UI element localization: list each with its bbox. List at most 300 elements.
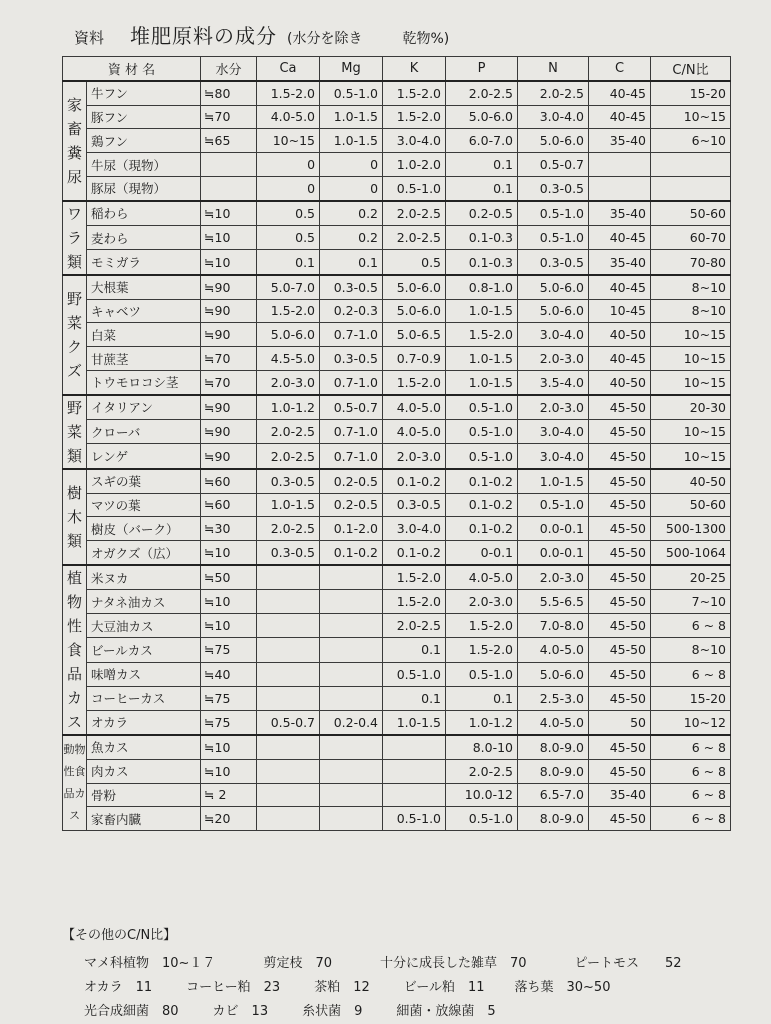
cell-k: 0.1	[383, 686, 446, 710]
table-header-row	[63, 57, 731, 81]
cell-material-name: ビールカス	[87, 638, 201, 662]
col-header-ca: Ca	[257, 57, 320, 81]
cell-water: ≒30	[201, 517, 257, 541]
cell-water	[201, 153, 257, 177]
table-row	[63, 614, 731, 638]
cell-p: 1.0-1.2	[446, 710, 518, 735]
cell-material-name: トウモロコシ茎	[87, 370, 201, 394]
cell-ca: 0.5	[257, 226, 320, 250]
other-cn-item: 剪定枝 70	[263, 955, 332, 971]
cell-material-name: レンゲ	[87, 444, 201, 469]
cell-material-name: 家畜内臓	[87, 807, 201, 831]
table-row	[63, 469, 731, 493]
cell-ca: 4.0-5.0	[257, 105, 320, 129]
cell-material-name: オカラ	[87, 710, 201, 735]
table-row	[63, 176, 731, 200]
cell-k	[383, 735, 446, 759]
cell-mg	[320, 807, 383, 831]
cell-p: 0.5-1.0	[446, 420, 518, 444]
cell-c: 40-45	[589, 105, 651, 129]
other-cn-item: ビール粕 11	[403, 979, 485, 995]
cell-n: 3.5-4.0	[518, 370, 589, 394]
cell-mg: 0.5-0.7	[320, 395, 383, 420]
table-row	[63, 444, 731, 469]
col-header-name: 資 材 名	[63, 57, 201, 81]
cell-c: 50	[589, 710, 651, 735]
cell-n: 0.3-0.5	[518, 250, 589, 275]
cell-cn-ratio: 10~15	[651, 370, 731, 394]
cell-mg: 1.0-1.5	[320, 105, 383, 129]
cell-material-name: 白菜	[87, 323, 201, 347]
cell-k: 2.0-3.0	[383, 444, 446, 469]
cell-cn-ratio: 8~10	[651, 275, 731, 299]
cell-water: ≒50	[201, 565, 257, 590]
cell-n: 0.5-0.7	[518, 153, 589, 177]
cell-n: 0.0-0.1	[518, 541, 589, 565]
cell-water: ≒40	[201, 662, 257, 686]
cell-ca: 1.5-2.0	[257, 299, 320, 323]
cell-ca: 2.0-3.0	[257, 370, 320, 394]
cell-ca	[257, 759, 320, 783]
cell-cn-ratio: 7~10	[651, 590, 731, 614]
cell-material-name: キャベツ	[87, 299, 201, 323]
cell-material-name: 稲わら	[87, 201, 201, 226]
other-cn-item: 茶粕 12	[314, 979, 370, 995]
cell-k: 0.1-0.2	[383, 469, 446, 493]
col-header-cn-ratio: C/N比	[651, 57, 731, 81]
table-row	[63, 250, 731, 275]
cell-material-name: 魚カス	[87, 735, 201, 759]
cell-k: 0.3-0.5	[383, 493, 446, 517]
cell-p: 0.1-0.2	[446, 517, 518, 541]
cell-n: 2.0-3.0	[518, 395, 589, 420]
cell-p: 0.8-1.0	[446, 275, 518, 299]
table-row	[63, 783, 731, 807]
table-row	[63, 105, 731, 129]
cell-n: 0.5-1.0	[518, 493, 589, 517]
table-row	[63, 275, 731, 299]
cell-c: 45-50	[589, 541, 651, 565]
cell-material-name: 肉カス	[87, 759, 201, 783]
cell-k: 5.0-6.0	[383, 275, 446, 299]
table-row	[63, 565, 731, 590]
cell-material-name: 豚フン	[87, 105, 201, 129]
cell-mg: 0.5-1.0	[320, 81, 383, 105]
cell-p: 4.0-5.0	[446, 565, 518, 590]
cell-k: 1.5-2.0	[383, 81, 446, 105]
cell-water: ≒65	[201, 129, 257, 153]
cell-cn-ratio: 60-70	[651, 226, 731, 250]
cell-ca: 0.3-0.5	[257, 469, 320, 493]
table-row	[63, 299, 731, 323]
cell-ca: 0	[257, 153, 320, 177]
cell-n: 3.0-4.0	[518, 323, 589, 347]
group-label: 動物性食品カス	[63, 735, 87, 831]
cell-c: 45-50	[589, 735, 651, 759]
cell-mg: 0.7-1.0	[320, 444, 383, 469]
cell-material-name: 鶏フン	[87, 129, 201, 153]
cell-water: ≒90	[201, 444, 257, 469]
cell-cn-ratio: 15-20	[651, 81, 731, 105]
other-cn-row	[62, 949, 742, 973]
cell-ca: 4.5-5.0	[257, 347, 320, 371]
cell-ca	[257, 686, 320, 710]
cell-cn-ratio: 40-50	[651, 469, 731, 493]
cell-p: 0.1-0.3	[446, 226, 518, 250]
cell-water: ≒90	[201, 395, 257, 420]
cell-p: 0.1-0.3	[446, 250, 518, 275]
cell-ca: 2.0-2.5	[257, 420, 320, 444]
cell-c: 45-50	[589, 469, 651, 493]
cell-water: ≒10	[201, 250, 257, 275]
cell-n: 0.5-1.0	[518, 226, 589, 250]
cell-cn-ratio: 6 ~ 8	[651, 783, 731, 807]
cell-ca: 1.0-1.2	[257, 395, 320, 420]
cell-material-name: 大根葉	[87, 275, 201, 299]
cell-cn-ratio: 6~10	[651, 129, 731, 153]
table-body	[63, 81, 731, 831]
other-cn-item: カビ 13	[212, 1003, 269, 1019]
other-cn-list	[62, 949, 742, 1021]
cell-cn-ratio: 6 ~ 8	[651, 735, 731, 759]
cell-mg	[320, 638, 383, 662]
other-cn-item: 細菌・放線菌 5	[396, 1003, 496, 1019]
header-label: 資料	[74, 29, 105, 47]
cell-p: 5.0-6.0	[446, 105, 518, 129]
cell-mg	[320, 662, 383, 686]
cell-ca: 0.1	[257, 250, 320, 275]
table-row	[63, 420, 731, 444]
table-row	[63, 201, 731, 226]
cell-mg	[320, 614, 383, 638]
cell-k: 0.5-1.0	[383, 176, 446, 200]
cell-c: 10-45	[589, 299, 651, 323]
cell-c: 45-50	[589, 565, 651, 590]
cell-c: 40-50	[589, 323, 651, 347]
col-header-c: C	[589, 57, 651, 81]
cell-water: ≒90	[201, 275, 257, 299]
cell-mg: 0.7-1.0	[320, 370, 383, 394]
cell-material-name: マツの葉	[87, 493, 201, 517]
compost-composition-table	[62, 56, 731, 831]
cell-p: 8.0-10	[446, 735, 518, 759]
cell-k: 2.0-2.5	[383, 614, 446, 638]
cell-material-name: 牛フン	[87, 81, 201, 105]
group-label: 植物性食品カス	[63, 565, 87, 735]
cell-c: 35-40	[589, 250, 651, 275]
other-cn-item: 十分に成長した雑草 70	[379, 955, 527, 971]
table-row	[63, 517, 731, 541]
cell-material-name: 牛尿（現物）	[87, 153, 201, 177]
cell-p: 0.1-0.2	[446, 493, 518, 517]
cell-water: ≒70	[201, 105, 257, 129]
cell-p: 0.5-1.0	[446, 444, 518, 469]
cell-water: ≒70	[201, 370, 257, 394]
table-row	[63, 735, 731, 759]
cell-cn-ratio: 500-1300	[651, 517, 731, 541]
cell-c: 45-50	[589, 807, 651, 831]
cell-material-name: 豚尿（現物）	[87, 176, 201, 200]
cell-k: 1.5-2.0	[383, 565, 446, 590]
cell-cn-ratio: 10~12	[651, 710, 731, 735]
cell-mg: 0	[320, 153, 383, 177]
cell-ca	[257, 614, 320, 638]
cell-k: 1.5-2.0	[383, 590, 446, 614]
cell-n: 8.0-9.0	[518, 759, 589, 783]
table-row	[63, 370, 731, 394]
cell-n: 5.0-6.0	[518, 662, 589, 686]
cell-material-name: オガクズ（広）	[87, 541, 201, 565]
cell-mg: 0.7-1.0	[320, 323, 383, 347]
cell-cn-ratio: 6 ~ 8	[651, 807, 731, 831]
cell-c: 40-50	[589, 370, 651, 394]
group-label: 野菜類	[63, 395, 87, 469]
cell-p: 0.5-1.0	[446, 395, 518, 420]
cell-mg: 0.2-0.5	[320, 493, 383, 517]
cell-mg	[320, 686, 383, 710]
cell-cn-ratio: 50-60	[651, 201, 731, 226]
cell-cn-ratio: 6 ~ 8	[651, 759, 731, 783]
cell-n: 3.0-4.0	[518, 444, 589, 469]
cell-cn-ratio: 10~15	[651, 444, 731, 469]
cell-p: 0-0.1	[446, 541, 518, 565]
cell-cn-ratio	[651, 153, 731, 177]
cell-k: 0.5-1.0	[383, 662, 446, 686]
other-cn-item: マメ科植物 10~１７	[84, 955, 216, 971]
cell-c: 35-40	[589, 201, 651, 226]
cell-p: 1.0-1.5	[446, 347, 518, 371]
cell-material-name: 甘蔗茎	[87, 347, 201, 371]
col-header-water: 水分	[201, 57, 257, 81]
cell-c: 40-45	[589, 347, 651, 371]
cell-cn-ratio	[651, 176, 731, 200]
cell-k: 1.5-2.0	[383, 105, 446, 129]
cell-k: 4.0-5.0	[383, 395, 446, 420]
cell-cn-ratio: 500-1064	[651, 541, 731, 565]
cell-ca	[257, 638, 320, 662]
cell-mg: 0.2-0.4	[320, 710, 383, 735]
cell-mg: 0.7-1.0	[320, 420, 383, 444]
header-note: (水分を除き	[287, 31, 363, 47]
cell-mg: 0.1	[320, 250, 383, 275]
cell-water: ≒10	[201, 541, 257, 565]
cell-water: ≒10	[201, 201, 257, 226]
cell-ca: 0.3-0.5	[257, 541, 320, 565]
cell-ca	[257, 662, 320, 686]
cell-cn-ratio: 6 ~ 8	[651, 662, 731, 686]
cell-material-name: ナタネ油カス	[87, 590, 201, 614]
cell-water: ≒10	[201, 759, 257, 783]
cell-cn-ratio: 10~15	[651, 420, 731, 444]
cell-p: 1.5-2.0	[446, 638, 518, 662]
cell-n: 2.0-2.5	[518, 81, 589, 105]
cell-k	[383, 759, 446, 783]
cell-c: 35-40	[589, 783, 651, 807]
cell-c: 45-50	[589, 662, 651, 686]
cell-k: 5.0-6.0	[383, 299, 446, 323]
cell-k: 2.0-2.5	[383, 226, 446, 250]
group-label: 野菜クズ	[63, 275, 87, 395]
cell-c: 45-50	[589, 638, 651, 662]
document-header	[74, 20, 449, 54]
cell-n: 2.5-3.0	[518, 686, 589, 710]
col-header-n: N	[518, 57, 589, 81]
cell-water: ≒10	[201, 614, 257, 638]
cell-c: 40-45	[589, 275, 651, 299]
col-header-mg: Mg	[320, 57, 383, 81]
cell-water: ≒10	[201, 590, 257, 614]
cell-n: 5.0-6.0	[518, 129, 589, 153]
cell-water: ≒90	[201, 420, 257, 444]
cell-n: 5.5-6.5	[518, 590, 589, 614]
cell-water: ≒75	[201, 638, 257, 662]
cell-k: 5.0-6.5	[383, 323, 446, 347]
cell-mg: 0.1-2.0	[320, 517, 383, 541]
cell-n: 4.0-5.0	[518, 710, 589, 735]
cell-material-name: モミガラ	[87, 250, 201, 275]
cell-water	[201, 176, 257, 200]
cell-ca: 1.5-2.0	[257, 81, 320, 105]
cell-k	[383, 783, 446, 807]
cell-k: 0.1-0.2	[383, 541, 446, 565]
cell-cn-ratio: 10~15	[651, 323, 731, 347]
other-cn-ratios	[62, 924, 742, 1021]
cell-p: 0.5-1.0	[446, 807, 518, 831]
cell-cn-ratio: 10~15	[651, 347, 731, 371]
cell-c: 45-50	[589, 493, 651, 517]
col-header-p: P	[446, 57, 518, 81]
table-row	[63, 759, 731, 783]
cell-p: 0.1	[446, 686, 518, 710]
cell-ca	[257, 735, 320, 759]
cell-p: 2.0-2.5	[446, 759, 518, 783]
cell-n: 3.0-4.0	[518, 420, 589, 444]
cell-p: 0.2-0.5	[446, 201, 518, 226]
cell-ca	[257, 590, 320, 614]
cell-cn-ratio: 70-80	[651, 250, 731, 275]
cell-n: 0.0-0.1	[518, 517, 589, 541]
cell-material-name: 米ヌカ	[87, 565, 201, 590]
cell-c: 40-45	[589, 226, 651, 250]
group-label: 家畜糞尿	[63, 81, 87, 201]
table-row	[63, 226, 731, 250]
cell-k: 1.0-2.0	[383, 153, 446, 177]
cell-p: 0.1-0.2	[446, 469, 518, 493]
cell-material-name: コーヒーカス	[87, 686, 201, 710]
cell-c: 35-40	[589, 129, 651, 153]
cell-water: ≒70	[201, 347, 257, 371]
cell-material-name: 骨粉	[87, 783, 201, 807]
cell-ca	[257, 783, 320, 807]
cell-cn-ratio: 50-60	[651, 493, 731, 517]
cell-cn-ratio: 20-30	[651, 395, 731, 420]
cell-n: 0.5-1.0	[518, 201, 589, 226]
table-row	[63, 323, 731, 347]
cell-water: ≒75	[201, 710, 257, 735]
cell-p: 0.5-1.0	[446, 662, 518, 686]
cell-c: 40-45	[589, 81, 651, 105]
other-cn-item: コーヒー粕 23	[186, 979, 281, 995]
cell-n: 5.0-6.0	[518, 299, 589, 323]
cell-water: ≒80	[201, 81, 257, 105]
cell-water: ≒60	[201, 469, 257, 493]
cell-n: 4.0-5.0	[518, 638, 589, 662]
group-label: 樹木類	[63, 469, 87, 565]
table-row	[63, 638, 731, 662]
cell-k: 4.0-5.0	[383, 420, 446, 444]
bleed-through-text	[610, 6, 614, 21]
cell-ca	[257, 565, 320, 590]
cell-mg: 0.2-0.5	[320, 469, 383, 493]
table-row	[63, 493, 731, 517]
cell-p: 1.0-1.5	[446, 299, 518, 323]
cell-cn-ratio: 8~10	[651, 299, 731, 323]
cell-ca: 2.0-2.5	[257, 517, 320, 541]
table-row	[63, 686, 731, 710]
cell-water: ≒75	[201, 686, 257, 710]
cell-mg: 0.2	[320, 201, 383, 226]
table-row	[63, 81, 731, 105]
cell-k: 1.0-1.5	[383, 710, 446, 735]
table-row	[63, 807, 731, 831]
cell-cn-ratio: 10~15	[651, 105, 731, 129]
cell-k: 0.7-0.9	[383, 347, 446, 371]
cell-water: ≒10	[201, 735, 257, 759]
cell-k: 1.5-2.0	[383, 370, 446, 394]
cell-n: 0.3-0.5	[518, 176, 589, 200]
cell-mg: 0.2	[320, 226, 383, 250]
cell-mg	[320, 590, 383, 614]
cell-material-name: イタリアン	[87, 395, 201, 420]
cell-material-name: 大豆油カス	[87, 614, 201, 638]
cell-ca: 5.0-7.0	[257, 275, 320, 299]
cell-mg	[320, 783, 383, 807]
cell-material-name: クローバ	[87, 420, 201, 444]
cell-n: 8.0-9.0	[518, 735, 589, 759]
other-cn-item: ピートモス 52	[574, 955, 682, 971]
cell-c: 45-50	[589, 444, 651, 469]
table-row	[63, 710, 731, 735]
cell-cn-ratio: 6 ~ 8	[651, 614, 731, 638]
other-cn-row	[62, 973, 742, 997]
other-cn-item: オカラ 11	[84, 979, 153, 995]
cell-k: 0.5	[383, 250, 446, 275]
cell-k: 2.0-2.5	[383, 201, 446, 226]
cell-mg: 0.2-0.3	[320, 299, 383, 323]
cell-ca: 10~15	[257, 129, 320, 153]
cell-ca: 5.0-6.0	[257, 323, 320, 347]
cell-n: 8.0-9.0	[518, 807, 589, 831]
cell-mg: 1.0-1.5	[320, 129, 383, 153]
cell-k: 3.0-4.0	[383, 129, 446, 153]
cell-material-name: 麦わら	[87, 226, 201, 250]
cell-cn-ratio: 8~10	[651, 638, 731, 662]
cell-cn-ratio: 15-20	[651, 686, 731, 710]
table-row	[63, 153, 731, 177]
cell-p: 0.1	[446, 176, 518, 200]
cell-c: 45-50	[589, 614, 651, 638]
table-row	[63, 541, 731, 565]
cell-c	[589, 153, 651, 177]
cell-k: 3.0-4.0	[383, 517, 446, 541]
cell-n: 7.0-8.0	[518, 614, 589, 638]
cell-water: ≒20	[201, 807, 257, 831]
cell-mg: 0.3-0.5	[320, 275, 383, 299]
cell-mg	[320, 759, 383, 783]
cell-p: 2.0-3.0	[446, 590, 518, 614]
cell-k: 0.5-1.0	[383, 807, 446, 831]
cell-p: 1.5-2.0	[446, 323, 518, 347]
